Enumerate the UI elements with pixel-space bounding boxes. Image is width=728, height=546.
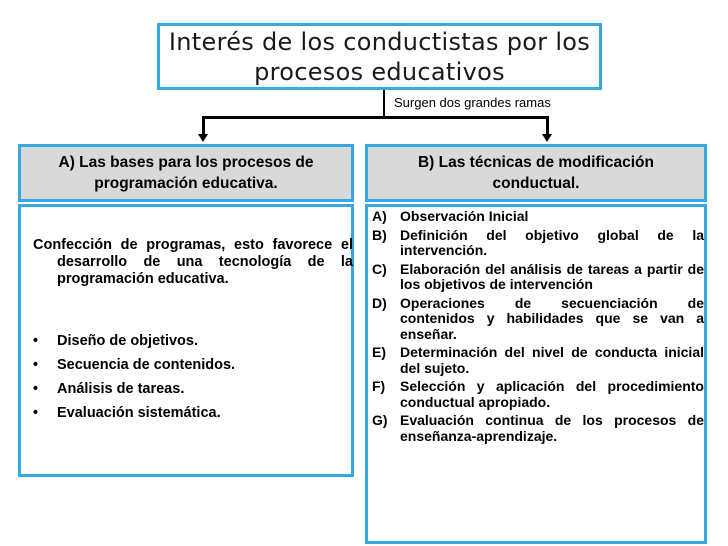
list-item: • Evaluación sistemática. — [33, 405, 235, 422]
step-marker: B) — [372, 226, 387, 243]
subtitle-label: Surgen dos grandes ramas — [383, 91, 551, 113]
list-item: • Secuencia de contenidos. — [33, 357, 235, 374]
step-marker: E) — [372, 344, 386, 360]
branch-b-heading: B) Las técnicas de modificación conductual. — [417, 154, 654, 192]
branch-b-step-list — [372, 209, 704, 447]
list-item — [372, 262, 704, 293]
arrow-right — [542, 134, 552, 142]
connector-left-drop — [202, 116, 205, 135]
arrow-left — [198, 134, 208, 142]
connector-right-drop — [546, 116, 549, 135]
title-box — [157, 23, 602, 90]
list-item — [372, 228, 704, 259]
list-item — [372, 209, 704, 225]
step-text: Operaciones de secuenciación de contenidos y habilidades que se van a enseñar. — [400, 294, 704, 342]
step-text: Evaluación continua de los procesos de enseñanza-aprendizaje. — [400, 412, 704, 444]
step-marker: D) — [372, 294, 387, 311]
connector-horizontal — [202, 116, 549, 119]
list-item — [372, 345, 704, 376]
branch-a-heading-box — [18, 144, 354, 202]
branch-b-heading-box — [365, 144, 707, 202]
list-item — [372, 296, 704, 343]
list-item — [372, 413, 704, 444]
list-item: • Análisis de tareas. — [33, 381, 235, 398]
step-marker: F) — [372, 378, 386, 394]
branch-a-intro: Confección de programas, esto favorece el desarrollo de una tecnología de la programación educativa. — [33, 237, 353, 287]
step-text: Observación Inicial — [400, 208, 529, 224]
step-marker: A) — [372, 208, 387, 224]
step-marker: G) — [372, 412, 388, 428]
diagram-title: Interés de los conductistas por los procesos educativos — [168, 27, 591, 86]
step-text: Determinación del nivel de conducta inicial del sujeto. — [400, 344, 704, 376]
step-marker: C) — [372, 260, 387, 277]
list-item: • Diseño de objetivos. — [33, 333, 235, 350]
step-text: Definición del objetivo global de la intervención. — [400, 226, 704, 258]
branch-a-bullet-list — [33, 333, 235, 429]
branch-b-body — [365, 204, 707, 544]
step-text: Selección y aplicación del procedimiento conductual apropiado. — [400, 378, 704, 410]
branch-a-heading: A) Las bases para los procesos de programación educativa. — [58, 154, 314, 192]
list-item — [372, 379, 704, 410]
step-text: Elaboración del análisis de tareas a partir de los objetivos de intervención — [400, 260, 704, 292]
connector-stem — [383, 90, 385, 117]
branch-a-body — [18, 204, 354, 477]
